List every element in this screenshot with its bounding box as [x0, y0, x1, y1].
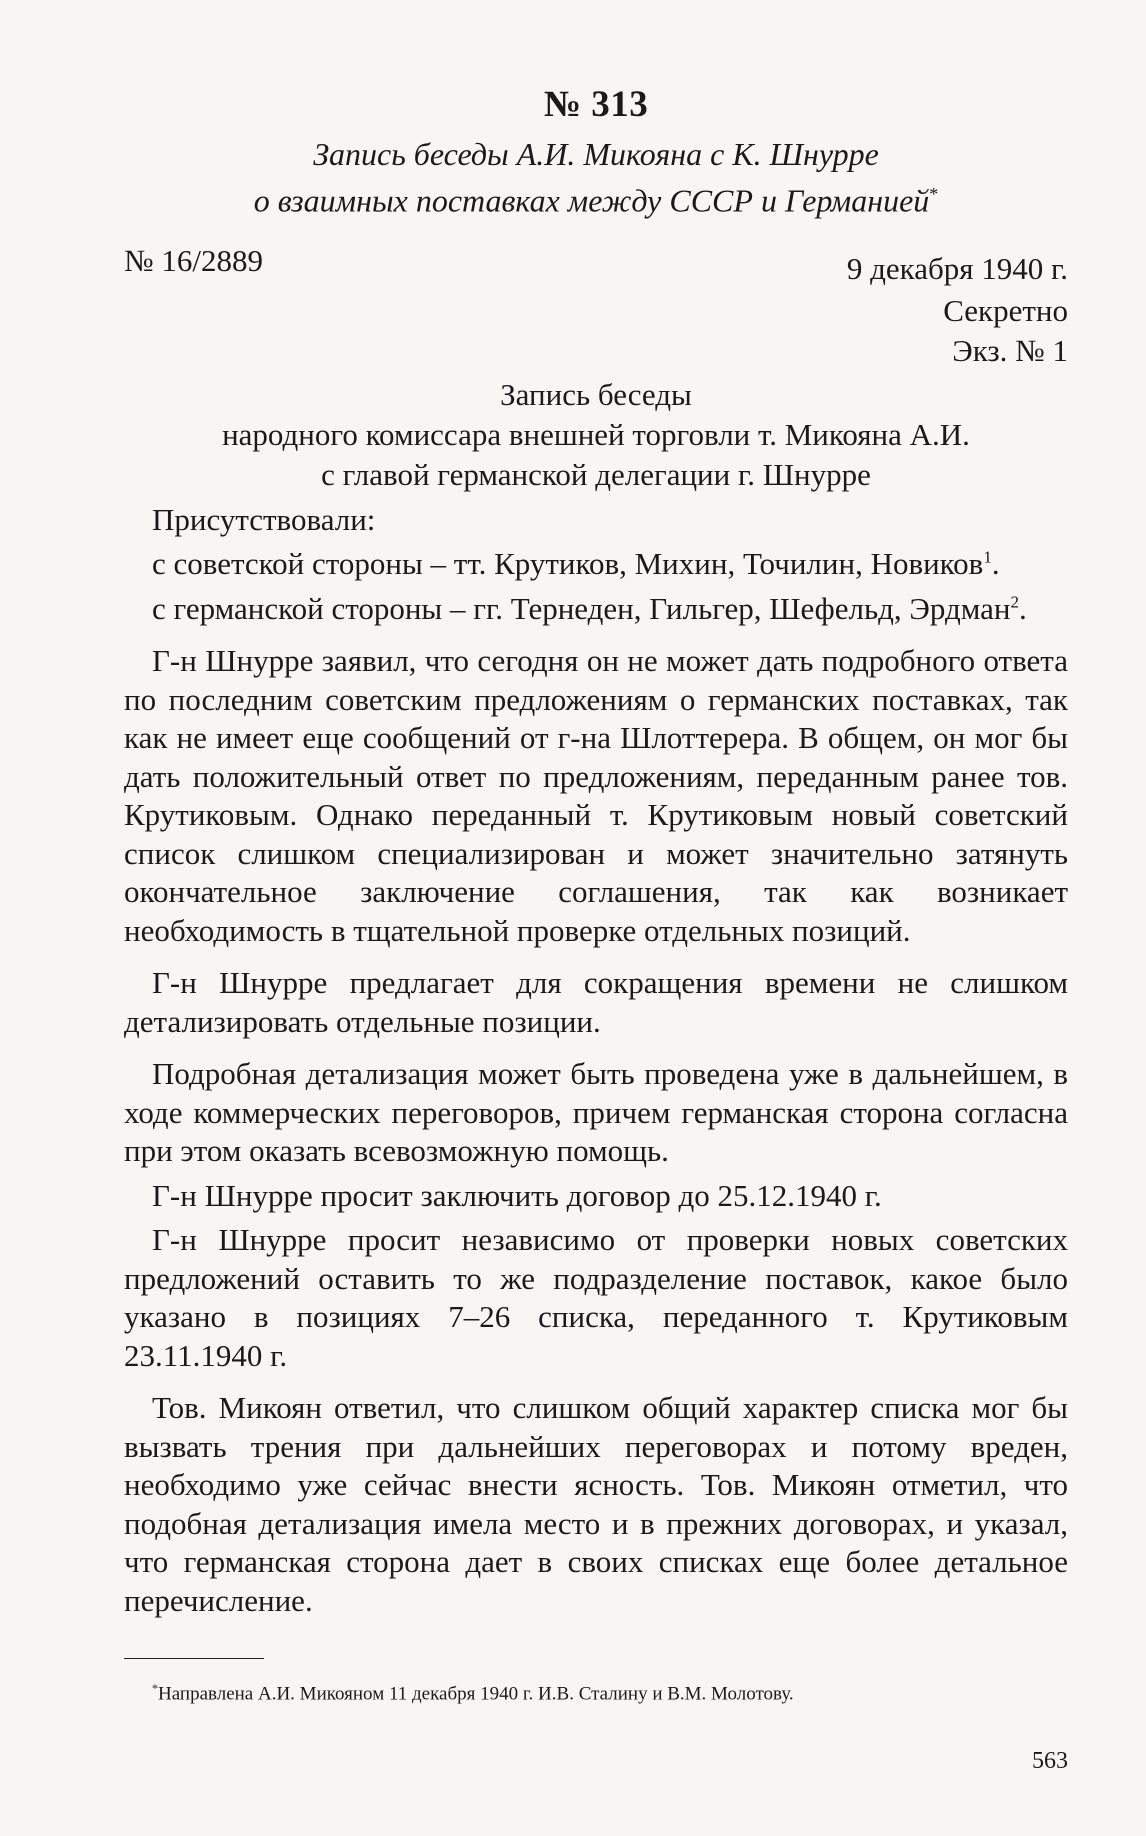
footnote-text: Направлена А.И. Микояном 11 декабря 1940 г. И.В. Сталину и В.М. Молотову. [158, 1683, 794, 1705]
document-date: 9 декабря 1940 г. [846, 250, 1068, 286]
record-heading [124, 375, 1068, 495]
paragraph: Тов. Микоян ответил, что слишком общий характер списка мог бы вызвать трения при дальнейших переговорах и потому вреден, необходимо уже сейчас внести ясность. Тов. Микоян отметил, что подобная детализация имела место и в прежних договорах, и указал, что германская сторона дает в своих списках еще более детальное перечисление. [124, 1390, 1068, 1618]
title-line-2: о взаимных поставках между СССР и Германией [253, 182, 930, 219]
document-title [124, 134, 1068, 221]
heading-line-3: с главой германской делегации г. Шнурре [321, 456, 871, 492]
page-number: 563 [1032, 1748, 1068, 1774]
copy-number: Экз. № 1 [952, 332, 1068, 368]
paragraph: Г-н Шнурре предлагает для сокращения времени не слишком детализировать отдельные позиции. [124, 965, 1068, 1039]
footnote-mark: * [152, 1681, 158, 1696]
heading-line-1: Запись беседы [500, 376, 692, 412]
registration-number: № 16/2889 [124, 242, 263, 278]
footnote-divider [124, 1658, 264, 1659]
present-label: Присутствовали: [152, 501, 376, 537]
present-soviet-text: с советской стороны – тт. Крутиков, Михин, Точилин, Новиков [152, 546, 984, 582]
title-footnote-mark: * [929, 184, 939, 204]
footnote [152, 1675, 1068, 1707]
present-german: с германской стороны – гг. Тернеден, Гильгер, Шефельд, Эрдман$^2$. [152, 590, 1027, 626]
meta-row [124, 243, 1068, 291]
paragraph: Г-н Шнурре просит независимо от проверки новых советских предложений оставить то же подразделение поставок, какое было указано в позициях 7–26 списка, переданного т. Крутиковым 23.11.1940 г. [124, 1222, 1068, 1373]
footnote-ref-2: 2 [1010, 592, 1019, 612]
classification-stamp: Секретно [943, 292, 1068, 328]
document-page [124, 82, 1068, 1707]
paragraph: Подробная детализация может быть проведена уже в дальнейшем, в ходе коммерческих переговоров, причем германская сторона согласна при этом оказать всевозможную помощь. [124, 1056, 1068, 1169]
document-number: № 313 [543, 84, 649, 125]
footnote-ref-1: 1 [983, 547, 992, 567]
present-german-text: с германской стороны – гг. Тернеден, Гильгер, Шефельд, Эрдман [152, 590, 1011, 626]
paragraph: Г-н Шнурре заявил, что сегодня он не может дать подробного ответа по последним советским предложениям о германских поставках, так как не имеет еще сообщений от г-на Шлоттерера. В общем, он мог бы дать положительный ответ по предложениям, переданным ранее тов. Крутиковым. Однако переданный т. Крутиковым новый советский список слишком специализирован и может значительно затянуть окончательное заключение соглашения, так как возникает необходимость в тщательной проверке отдельных позиций. [124, 643, 1068, 948]
title-line-1: Запись беседы А.И. Микояна с К. Шнурре [313, 136, 879, 172]
paragraph: Г-н Шнурре просит заключить договор до 25.12.1940 г. [152, 1177, 882, 1213]
present-soviet: с советской стороны – тт. Крутиков, Михин, Точилин, Новиков$^1$. [152, 546, 1000, 582]
heading-line-2: народного комиссара внешней торговли т. Микояна А.И. [222, 416, 970, 452]
